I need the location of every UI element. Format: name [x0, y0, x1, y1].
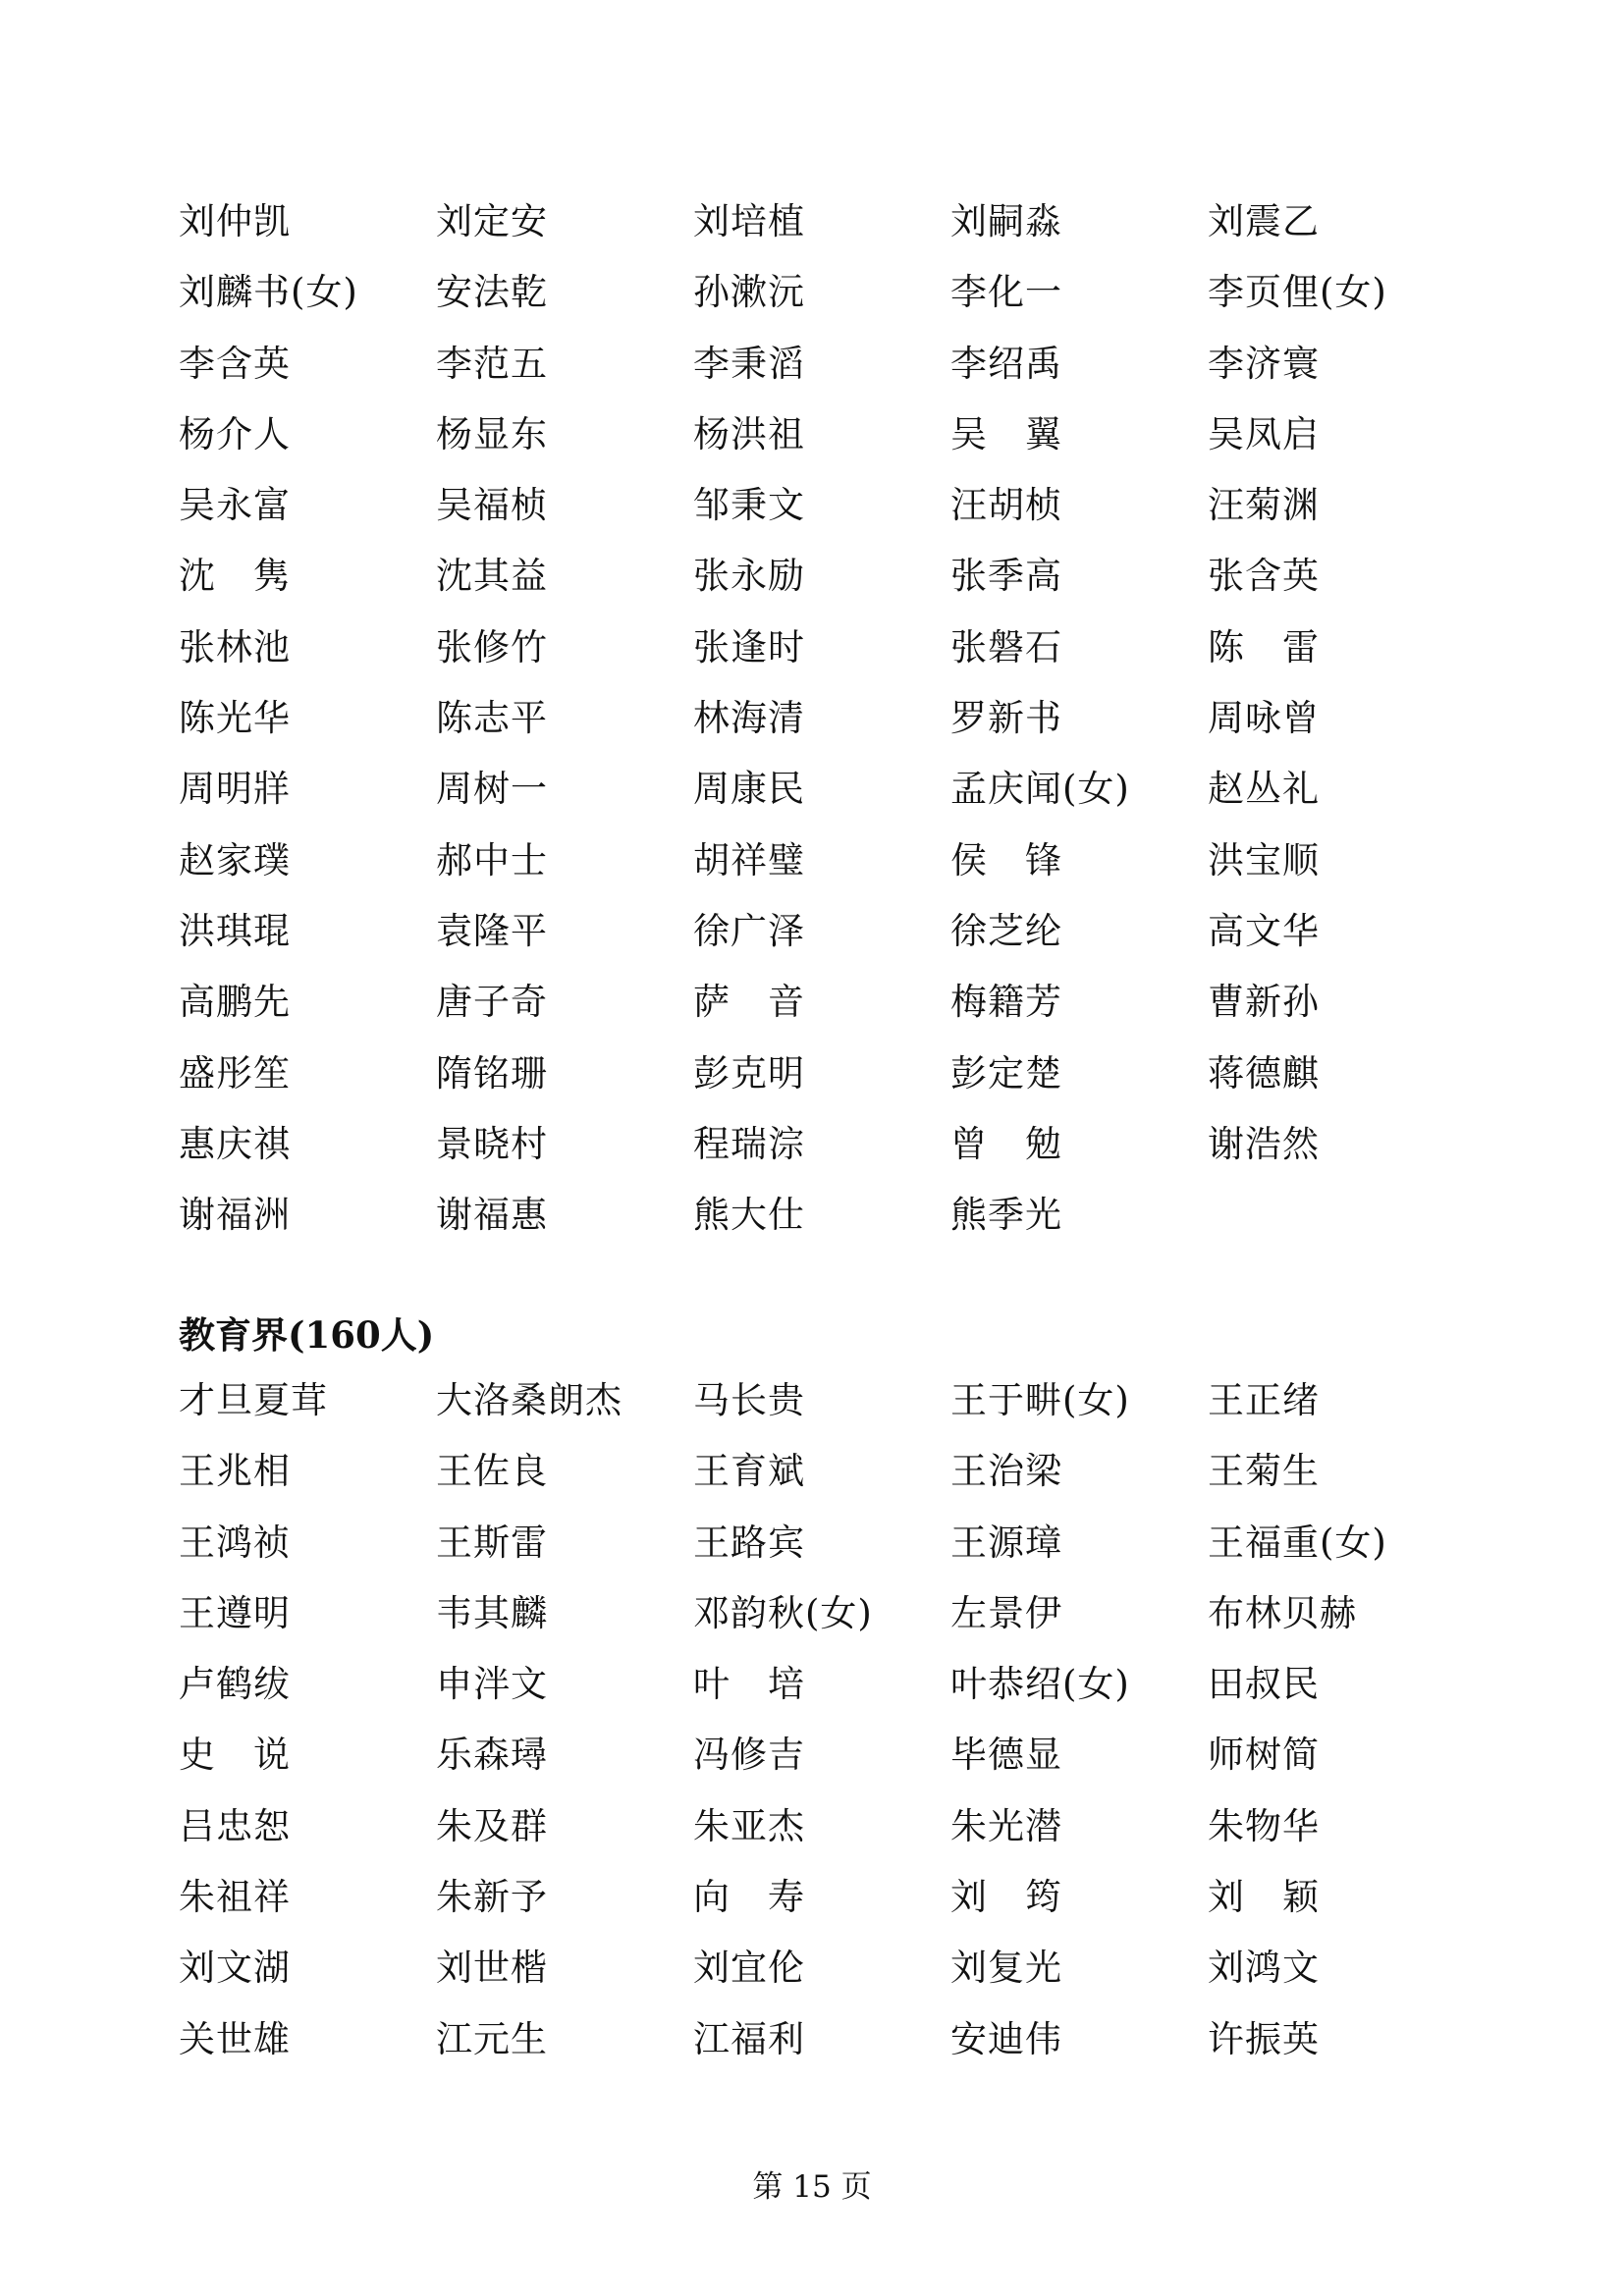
name-entry: 安迪伟: [950, 2017, 1062, 2060]
name-entry: 孟庆闻(女): [950, 768, 1130, 811]
name-entry: 许振英: [1208, 2017, 1320, 2060]
name-entry: 刘震乙: [1208, 200, 1320, 242]
name-entry: 周明牂: [179, 768, 291, 811]
name-entry: 王福重(女): [1208, 1521, 1387, 1564]
name-entry: 申泮文: [436, 1663, 548, 1706]
name-entry: 景晓村: [436, 1122, 548, 1165]
name-entry: 王佐良: [436, 1450, 548, 1493]
name-entry: 邓韵秋(女): [693, 1591, 873, 1634]
name-entry: 李化一: [950, 271, 1062, 314]
name-entry: 朱物华: [1208, 1804, 1320, 1847]
name-entry: 王遵明: [179, 1591, 291, 1634]
name-entry: 李秉滔: [693, 342, 805, 385]
name-entry: 孙漱沅: [693, 271, 805, 314]
name-entry: 高文华: [1208, 909, 1320, 952]
name-entry: 惠庆祺: [179, 1122, 291, 1165]
name-entry: 江福利: [693, 2017, 805, 2060]
name-entry: 周树一: [436, 768, 548, 811]
name-entry: 洪宝顺: [1208, 838, 1320, 881]
name-entry: 赵家璞: [179, 838, 291, 881]
name-entry: 吴凤启: [1208, 412, 1320, 455]
name-entry: 曾 勉: [950, 1122, 1062, 1165]
name-entry: 洪琪琨: [179, 909, 291, 952]
name-entry: 王于畊(女): [950, 1379, 1130, 1421]
name-entry: 汪菊渊: [1208, 484, 1320, 527]
name-entry: 左景伊: [950, 1591, 1062, 1634]
name-entry: 王鸿祯: [179, 1521, 291, 1564]
name-entry: 谢浩然: [1208, 1122, 1320, 1165]
name-entry: 叶恭绍(女): [950, 1663, 1130, 1706]
name-entry: 张修竹: [436, 625, 548, 668]
name-entry: 王源璋: [950, 1521, 1062, 1564]
name-entry: 程瑞淙: [693, 1122, 805, 1165]
name-entry: 刘 颖: [1208, 1876, 1320, 1919]
name-entry: 刘 筠: [950, 1876, 1062, 1919]
name-entry: 朱光潜: [950, 1804, 1062, 1847]
name-entry: 谢福洲: [179, 1194, 291, 1237]
name-list-block-education: [179, 1365, 1475, 2075]
name-entry: 师树简: [1208, 1734, 1320, 1777]
name-entry: 王兆相: [179, 1450, 291, 1493]
name-entry: 李绍禹: [950, 342, 1062, 385]
name-list-block-1: [179, 187, 1475, 1251]
name-entry: 李含英: [179, 342, 291, 385]
name-entry: 袁隆平: [436, 909, 548, 952]
name-entry: 冯修吉: [693, 1734, 805, 1777]
name-entry: 朱及群: [436, 1804, 548, 1847]
name-entry: 布林贝赫: [1208, 1591, 1357, 1634]
name-entry: 曹新孙: [1208, 981, 1320, 1024]
name-entry: 朱新予: [436, 1876, 548, 1919]
name-entry: 杨显东: [436, 412, 548, 455]
name-entry: 史 说: [179, 1734, 291, 1777]
name-entry: 高鹏先: [179, 981, 291, 1024]
name-entry: 李范五: [436, 342, 548, 385]
name-entry: 江元生: [436, 2017, 548, 2060]
name-entry: 刘复光: [950, 1947, 1062, 1990]
name-entry: 李页俚(女): [1208, 271, 1387, 314]
name-entry: 周康民: [693, 768, 805, 811]
name-entry: 张含英: [1208, 555, 1320, 598]
name-entry: 周咏曾: [1208, 697, 1320, 740]
name-entry: 陈 雷: [1208, 625, 1320, 668]
name-entry: 隋铭珊: [436, 1051, 548, 1095]
name-entry: 彭定楚: [950, 1051, 1062, 1095]
name-entry: 乐森璕: [436, 1734, 548, 1777]
name-entry: 张林池: [179, 625, 291, 668]
name-entry: 杨介人: [179, 412, 291, 455]
name-entry: 刘麟书(女): [179, 271, 358, 314]
name-entry: 吴 翼: [950, 412, 1062, 455]
page-number: 第 15 页: [752, 2169, 872, 2205]
name-entry: 王治梁: [950, 1450, 1062, 1493]
name-entry: 赵丛礼: [1208, 768, 1320, 811]
name-entry: 吴永富: [179, 484, 291, 527]
name-entry: 徐芝纶: [950, 909, 1062, 952]
name-entry: 杨洪祖: [693, 412, 805, 455]
name-entry: 王育斌: [693, 1450, 805, 1493]
name-entry: 向 寿: [693, 1876, 805, 1919]
name-entry: 谢福惠: [436, 1194, 548, 1237]
name-entry: 蒋德麒: [1208, 1051, 1320, 1095]
name-entry: 刘仲凯: [179, 200, 291, 242]
name-entry: 熊季光: [950, 1194, 1062, 1237]
name-entry: 刘宜伦: [693, 1947, 805, 1990]
name-entry: 熊大仕: [693, 1194, 805, 1237]
name-entry: 林海清: [693, 697, 805, 740]
name-entry: 萨 音: [693, 981, 805, 1024]
name-entry: 沈 隽: [179, 555, 291, 598]
name-entry: 张磐石: [950, 625, 1062, 668]
name-entry: 关世雄: [179, 2017, 291, 2060]
name-entry: 侯 锋: [950, 838, 1062, 881]
name-entry: 安法乾: [436, 271, 548, 314]
name-entry: 吕忠恕: [179, 1804, 291, 1847]
name-entry: 邹秉文: [693, 484, 805, 527]
section-heading-education: 教育界(160人): [179, 1313, 435, 1357]
name-entry: 王正绪: [1208, 1379, 1320, 1421]
name-entry: 盛彤笙: [179, 1051, 291, 1095]
name-entry: 彭克明: [693, 1051, 805, 1095]
name-entry: 王斯雷: [436, 1521, 548, 1564]
name-entry: 吴福桢: [436, 484, 548, 527]
name-entry: 梅籍芳: [950, 981, 1062, 1024]
name-entry: 朱亚杰: [693, 1804, 805, 1847]
name-entry: 郝中士: [436, 838, 548, 881]
name-entry: 李济寰: [1208, 342, 1320, 385]
name-entry: 田叔民: [1208, 1663, 1320, 1706]
name-entry: 韦其麟: [436, 1591, 548, 1634]
name-entry: 王路宾: [693, 1521, 805, 1564]
name-entry: 毕德显: [950, 1734, 1062, 1777]
name-entry: 张逢时: [693, 625, 805, 668]
name-entry: 卢鹤绂: [179, 1663, 291, 1706]
name-entry: 朱祖祥: [179, 1876, 291, 1919]
name-entry: 叶 培: [693, 1663, 805, 1706]
name-entry: 胡祥璧: [693, 838, 805, 881]
name-entry: 陈志平: [436, 697, 548, 740]
name-entry: 马长贵: [693, 1379, 805, 1421]
name-entry: 刘文湖: [179, 1947, 291, 1990]
name-entry: 刘嗣淼: [950, 200, 1062, 242]
name-entry: 沈其益: [436, 555, 548, 598]
name-entry: 张季高: [950, 555, 1062, 598]
name-entry: 刘世楷: [436, 1947, 548, 1990]
name-entry: 王菊生: [1208, 1450, 1320, 1493]
name-entry: 刘定安: [436, 200, 548, 242]
name-entry: 张永励: [693, 555, 805, 598]
name-entry: 唐子奇: [436, 981, 548, 1024]
name-entry: 陈光华: [179, 697, 291, 740]
name-entry: 汪胡桢: [950, 484, 1062, 527]
name-entry: 徐广泽: [693, 909, 805, 952]
name-entry: 罗新书: [950, 697, 1062, 740]
name-entry: 大洛桑朗杰: [436, 1379, 623, 1421]
name-entry: 刘鸿文: [1208, 1947, 1320, 1990]
name-entry: 刘培植: [693, 200, 805, 242]
name-entry: 才旦夏茸: [179, 1379, 328, 1421]
